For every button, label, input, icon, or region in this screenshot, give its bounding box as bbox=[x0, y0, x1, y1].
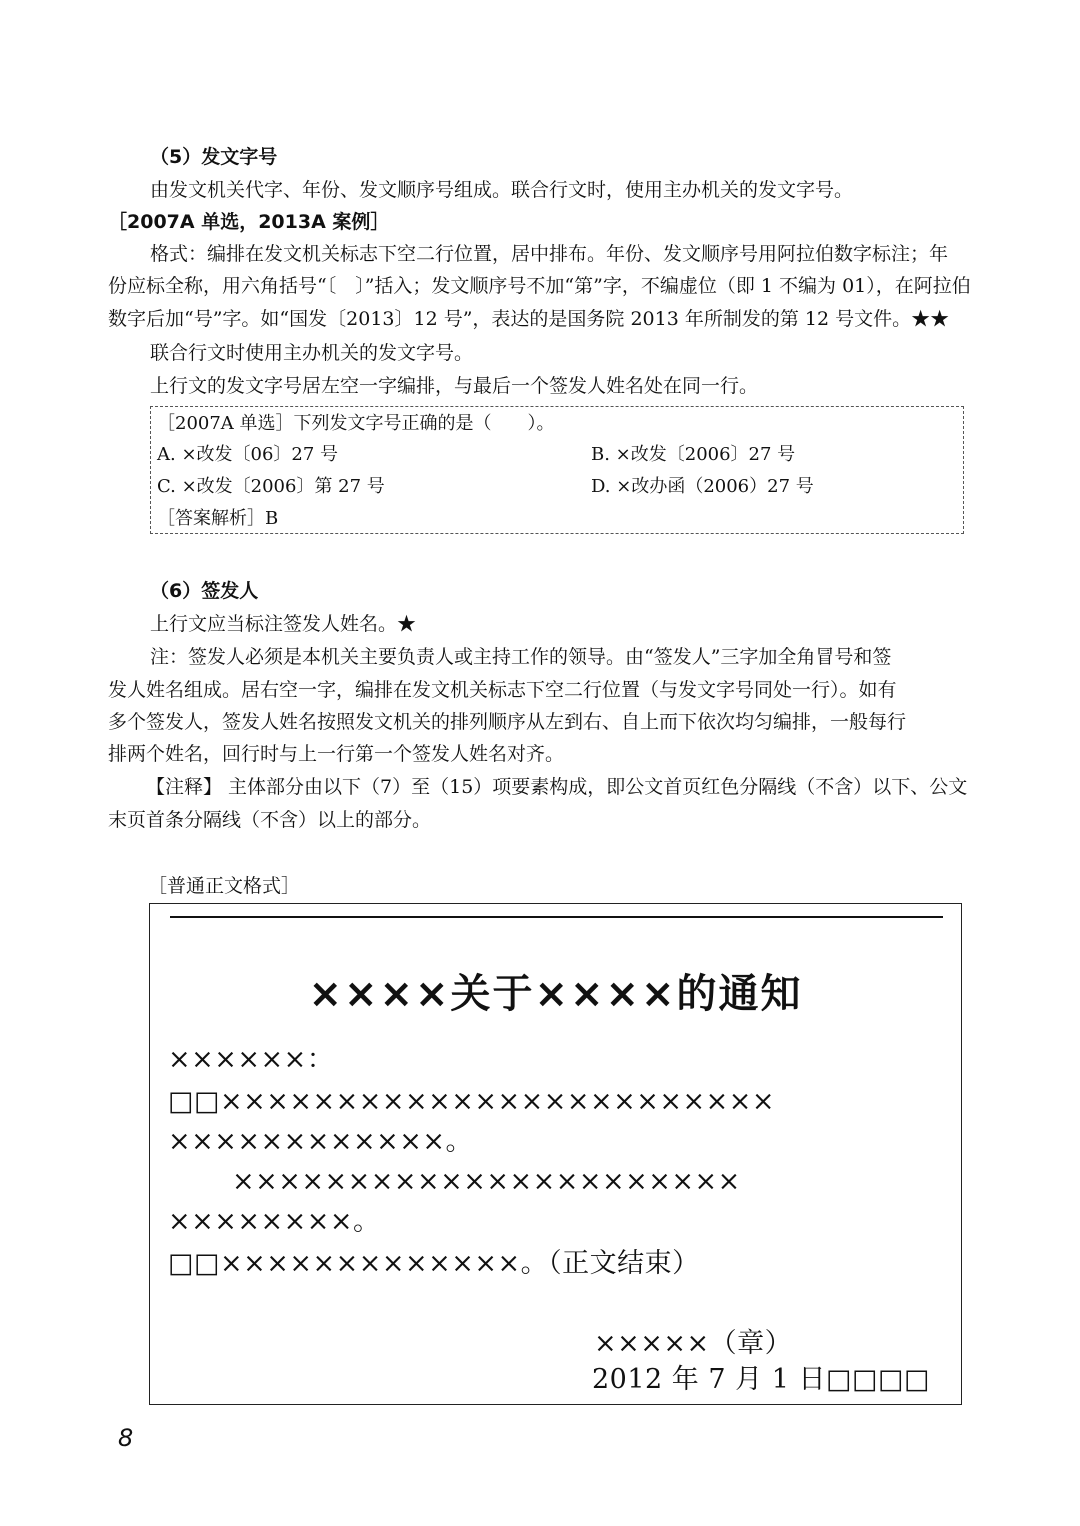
question-stem: ［2007A 单选］下列发文字号正确的是（ ）。 bbox=[157, 413, 555, 434]
paragraph-line: 多个签发人，签发人姓名按照发文机关的排列顺序从左到右、自上而下依次均匀编排，一般每行 bbox=[108, 711, 907, 733]
note-line: 末页首条分隔线（不含）以上的部分。 bbox=[108, 809, 432, 831]
sample-body-line: ×××××××××××××××××××××× bbox=[232, 1166, 741, 1197]
paragraph-line: 注：签发人必须是本机关主要负责人或主持工作的领导。由“签发人”三字加全角冒号和签 bbox=[150, 646, 892, 668]
sample-issuer: ×××××（章） bbox=[594, 1328, 793, 1359]
sample-salutation: ××××××： bbox=[168, 1044, 335, 1075]
sample-document bbox=[149, 903, 962, 1405]
note-line: 【注释】 主体部分由以下（7）至（15）项要素构成，即公文首页红色分隔线（不含）以下、公文 bbox=[146, 776, 968, 798]
paragraph-line: 上行文应当标注签发人姓名。★ bbox=[150, 613, 417, 635]
paragraph-line: 数字后加“号”字。如“国发〔2013〕12 号”，表达的是国务院 2013 年所制发的第 12 号文件。★★ bbox=[108, 308, 950, 330]
option-c: C. ×改发〔2006〕第 27 号 bbox=[157, 476, 385, 497]
section-heading: （6）签发人 bbox=[150, 580, 259, 602]
answer-line: ［答案解析］B bbox=[157, 508, 279, 529]
paragraph-line: 由发文机关代字、年份、发文顺序号组成。联合行文时，使用主办机关的发文字号。 bbox=[150, 179, 854, 201]
paragraph-line: 发人姓名组成。居右空一字，编排在发文机关标志下空二行位置（与发文字号同处一行）。如有 bbox=[108, 679, 897, 701]
paragraph-line: 格式：编排在发文机关标志下空二行位置，居中排布。年份、发文顺序号用阿拉伯数字标注；年 bbox=[150, 243, 949, 265]
sample-body-line: □□×××××××××××××××××××××××× bbox=[168, 1086, 775, 1117]
paragraph-line: 排两个姓名，回行时与上一行第一个签发人姓名对齐。 bbox=[108, 743, 565, 765]
sample-body-line: □□×××××××××××××。（正文结束） bbox=[168, 1248, 700, 1279]
sample-label: ［普通正文格式］ bbox=[148, 875, 301, 897]
sample-title: ××××关于××××的通知 bbox=[308, 971, 803, 1017]
sample-date: 2012 年 7 月 1 日□□□□ bbox=[592, 1364, 931, 1395]
exam-tag: ［2007A 单选，2013A 案例］ bbox=[108, 211, 390, 233]
paragraph-line: 上行文的发文字号居左空一字编排，与最后一个签发人姓名处在同一行。 bbox=[150, 375, 759, 397]
separator-rule bbox=[170, 916, 943, 918]
option-a: A. ×改发〔06〕27 号 bbox=[157, 444, 339, 465]
option-d: D. ×改办函（2006）27 号 bbox=[591, 476, 814, 497]
sample-body-line: ××××××××××××。 bbox=[168, 1126, 473, 1157]
question-box bbox=[150, 406, 964, 534]
sample-body-line: ××××××××。 bbox=[168, 1206, 381, 1237]
page-number: 8 bbox=[118, 1424, 134, 1452]
paragraph-line: 份应标全称，用六角括号“〔 〕”括入；发文顺序号不加“第”字，不编虚位（即 1 不编为 01），在阿拉伯 bbox=[108, 275, 971, 297]
paragraph-line: 联合行文时使用主办机关的发文字号。 bbox=[150, 342, 474, 364]
section-heading: （5）发文字号 bbox=[150, 146, 278, 168]
option-b: B. ×改发〔2006〕27 号 bbox=[591, 444, 796, 465]
